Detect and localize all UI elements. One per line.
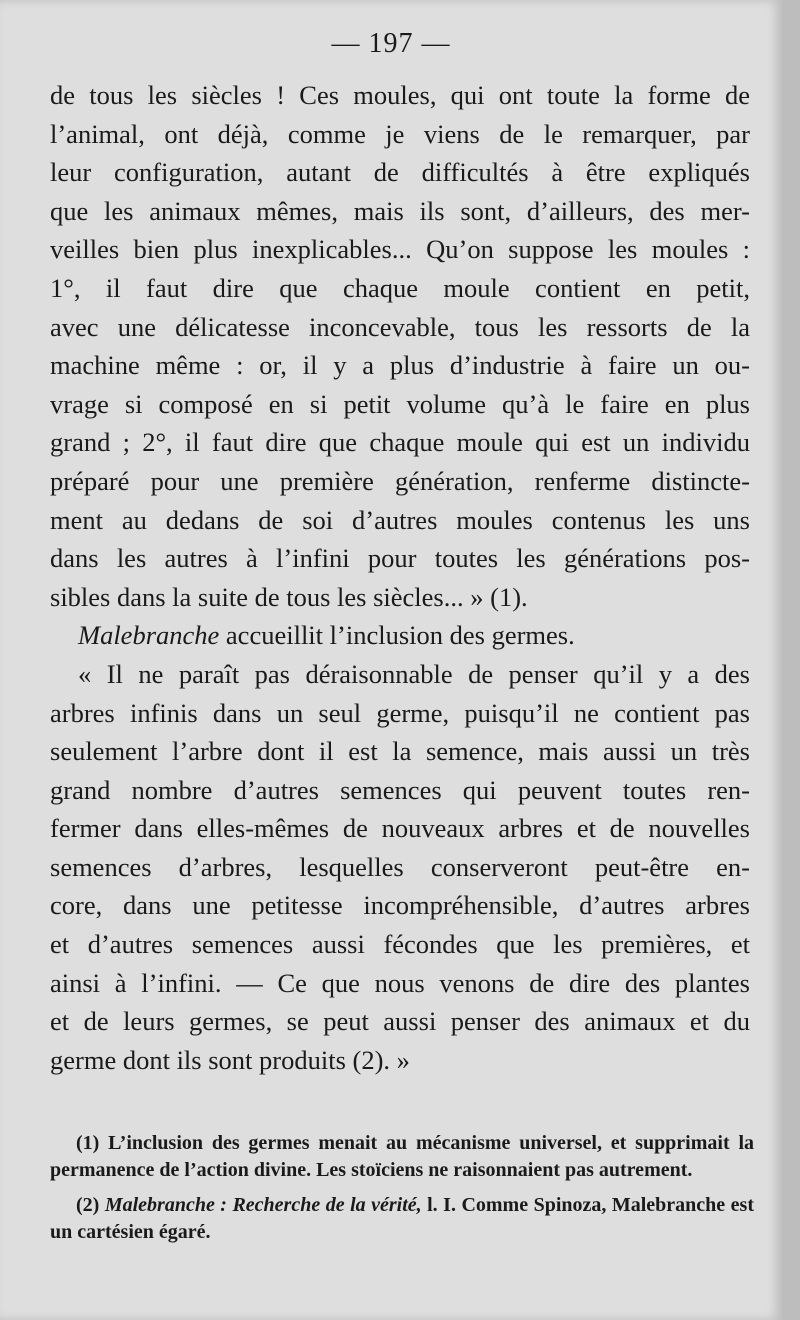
paragraph-3 (50, 655, 750, 1080)
text-line: arbres infinis dans un seul germe, puisqu’il ne contient pas (50, 697, 750, 728)
footnote-2 (50, 1192, 754, 1246)
text-line: semences d’arbres, lesquelles conserveront peut-être en- (50, 851, 750, 882)
text-line: machine même : or, il y a plus d’industrie à faire un ou- (50, 350, 750, 381)
footnote-text: L’inclusion des germes menait au mécanisme universel, et supprimait la permanence de l’action divine. Les stoïciens ne raisonnaient pas autrement. (50, 1132, 754, 1181)
paragraph-2 (50, 616, 750, 655)
footnote-citation: Malebranche : Recherche de la vérité, (99, 1194, 422, 1216)
footnote-marker: (1) (76, 1132, 100, 1154)
text-line: veilles bien plus inexplicables... Qu’on suppose les moules : (50, 234, 750, 265)
page-number: — 197 — (331, 28, 451, 59)
text-line: core, dans une petitesse incompréhensible, d’autres arbres (50, 890, 750, 921)
text-fragment: accueillit l’inclusion des germes. (219, 620, 575, 651)
text-line: grand nombre d’autres semences qui peuvent toutes ren- (50, 774, 750, 805)
text-line: seulement l’arbre dont il est la semence, mais aussi un très (50, 736, 750, 767)
footnotes (50, 1130, 754, 1254)
text-line: germe dont ils sont produits (2). » (50, 1044, 410, 1075)
text-line: l’animal, ont déjà, comme je viens de le remarquer, par (50, 118, 750, 149)
text-line: et de leurs germes, se peut aussi penser des animaux et du (50, 1006, 750, 1037)
footnote-marker: (2) (76, 1194, 100, 1216)
text-line: préparé pour une première génération, renferme distincte- (50, 465, 750, 496)
text-line: « Il ne paraît pas déraisonnable de penser qu’il y a des (78, 658, 750, 689)
body-text (50, 76, 750, 1079)
text-line: fermer dans elles-mêmes de nouveaux arbres et de nouvelles (50, 813, 750, 844)
author-name: Malebranche (78, 620, 220, 651)
text-line: sibles dans la suite de tous les siècles... » (1). (50, 581, 528, 612)
footnote-1 (50, 1130, 754, 1184)
text-line: grand ; 2°, il faut dire que chaque moule qui est un individu (50, 427, 750, 458)
text-line: ment au dedans de soi d’autres moules contenus les uns (50, 504, 750, 535)
text-line (50, 616, 750, 655)
footnote-text: l. I. Comme Spinoza, Malebranche est un cartésien égaré. (50, 1194, 754, 1243)
paragraph-1 (50, 76, 750, 616)
text-line: dans les autres à l’infini pour toutes les générations pos- (50, 543, 750, 574)
text-line: avec une délicatesse inconcevable, tous les ressorts de la (50, 311, 750, 342)
text-line: leur configuration, autant de difficultés à être expliqués (50, 157, 750, 188)
text-line: et d’autres semences aussi fécondes que les premières, et (50, 929, 750, 960)
text-line: ainsi à l’infini. — Ce que nous venons de dire des plantes (50, 967, 750, 998)
text-line: vrage si composé en si petit volume qu’à le faire en plus (50, 388, 750, 419)
text-line: que les animaux mêmes, mais ils sont, d’ailleurs, des mer- (50, 195, 750, 226)
text-line: 1°, il faut dire que chaque moule contient en petit, (50, 272, 750, 303)
text-line: de tous les siècles ! Ces moules, qui ont toute la forme de (50, 80, 750, 110)
